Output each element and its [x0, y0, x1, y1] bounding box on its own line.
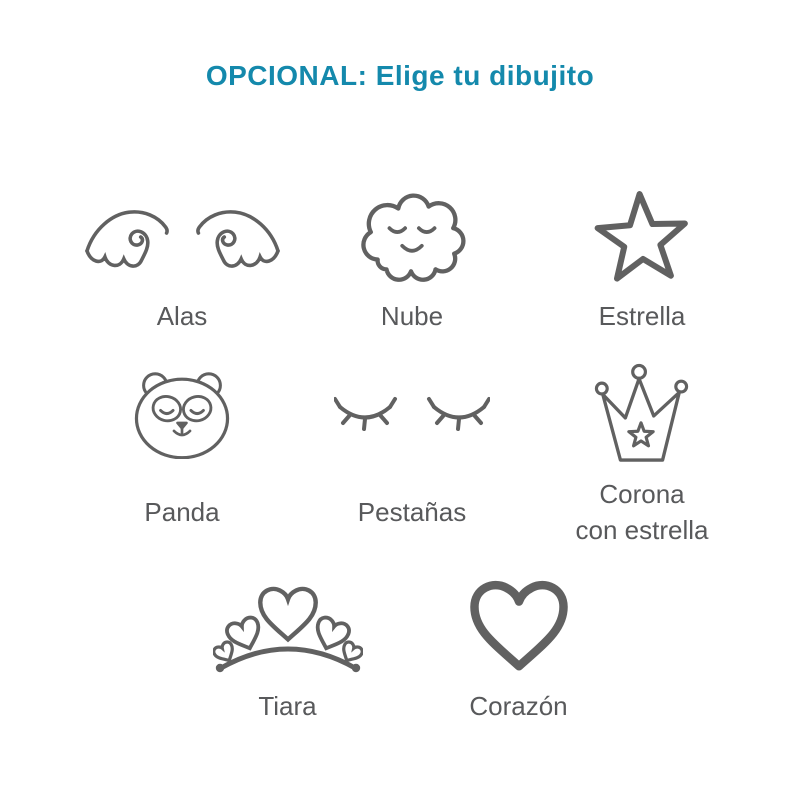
options-row-1 [67, 184, 757, 344]
star-icon [592, 188, 692, 284]
eyelashes-icon [334, 393, 490, 435]
tiara-icon [213, 578, 363, 678]
cloud-icon [354, 185, 470, 287]
tiara-icon-box [213, 578, 363, 678]
eyelashes-icon-box [334, 358, 490, 470]
option-alas[interactable] [67, 184, 297, 344]
cloud-icon-box [354, 184, 470, 288]
options-row-3 [172, 578, 634, 734]
option-label-nube: Nube [380, 301, 444, 331]
heart-icon [465, 580, 573, 676]
option-label-corona-line1: Corona [599, 479, 685, 509]
option-label-alas: Alas [156, 301, 208, 331]
option-label-corona-line2: con estrella [575, 515, 709, 545]
page-title: OPCIONAL: Elige tu dibujito [205, 59, 595, 91]
option-estrella[interactable] [527, 184, 757, 344]
option-label-corazon: Corazón [469, 691, 568, 721]
wings-icon [85, 196, 280, 276]
option-panda[interactable] [67, 358, 297, 554]
option-pestanas[interactable] [297, 358, 527, 554]
panda-icon-box [132, 358, 232, 470]
option-nube[interactable] [297, 184, 527, 344]
option-corona-con-estrella[interactable] [527, 358, 757, 554]
option-tiara[interactable] [172, 578, 403, 734]
heart-icon-box [465, 578, 573, 678]
options-row-2 [67, 358, 757, 554]
option-label-tiara: Tiara [258, 691, 317, 721]
crown-with-star-icon [593, 362, 691, 466]
option-label-estrella: Estrella [598, 301, 686, 331]
option-label-panda: Panda [144, 497, 220, 527]
wings-icon-box [85, 184, 280, 288]
option-label-pestanas: Pestañas [357, 497, 467, 527]
crown-with-star-icon-box [593, 358, 691, 470]
panda-icon [132, 369, 232, 459]
option-corazon[interactable] [403, 578, 634, 734]
star-icon-box [592, 184, 692, 288]
